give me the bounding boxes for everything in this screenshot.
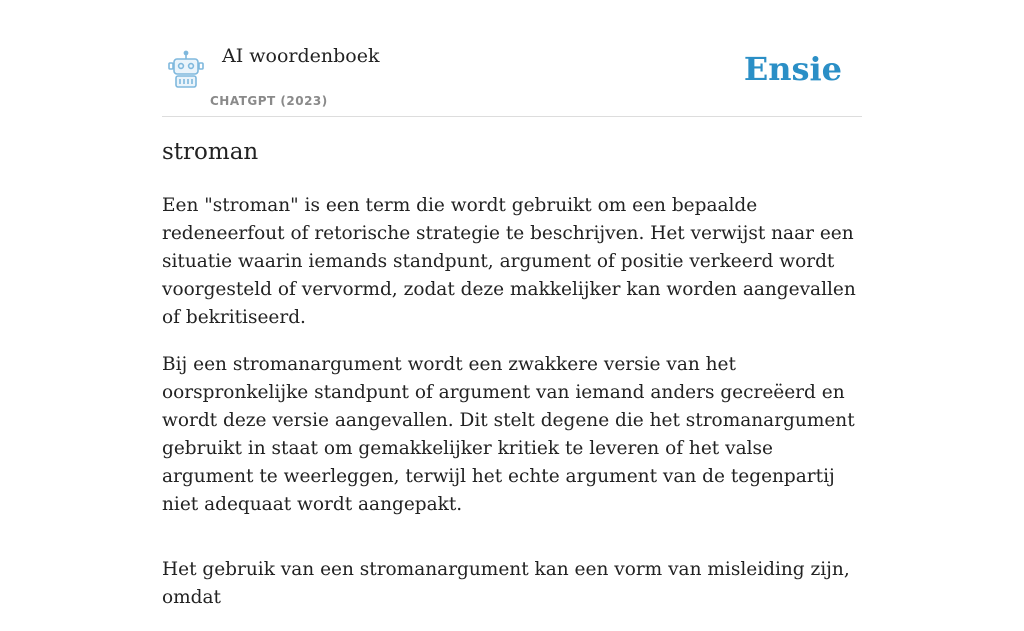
source-title[interactable]: AI woordenboek xyxy=(222,45,380,67)
brand-logo[interactable]: Ensie xyxy=(743,50,842,88)
robot-icon xyxy=(166,50,206,90)
definition-paragraph: Een "stroman" is een term die wordt gebruikt om een bepaalde redeneerfout of retorische strategie te beschrijven. Het verwijst naar een situatie waarin iemands standpunt, argument of positie verkeerd wordt voorgesteld of vervormd, zodat deze makkelijker kan worden aangevallen of bekritiseerd. xyxy=(162,195,856,328)
entry-term: stroman xyxy=(162,139,259,165)
definition-paragraph: Het gebruik van een stromanargument kan een vorm van misleiding zijn, omdat xyxy=(162,559,850,608)
source-subtitle: CHATGPT (2023) xyxy=(210,94,328,108)
definition-paragraph: Bij een stromanargument wordt een zwakkere versie van het oorspronkelijke standpunt of argument van iemand anders gecreëerd en wordt deze versie aangevallen. Dit stelt degene die het stromanargument gebruikt in staat om gemakkelijker kritiek te leveren of het valse argument te weerleggen, terwijl het echte argument van de tegenpartij niet adequaat wordt aangepakt. xyxy=(162,354,855,515)
entry-header xyxy=(162,0,862,117)
entry-definition xyxy=(162,192,862,631)
